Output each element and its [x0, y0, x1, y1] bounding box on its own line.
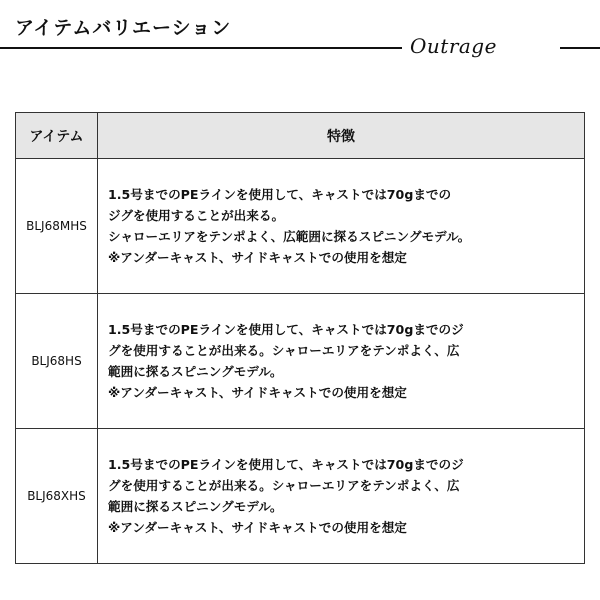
feature-line: グを使用することが出来る。シャローエリアをテンポよく、広	[108, 478, 460, 493]
item-model-name: BLJ68HS	[16, 294, 98, 429]
column-header-item: アイテム	[16, 113, 98, 159]
feature-line: 1.5号までのPEラインを使用して、キャストでは70gまでのジ	[108, 322, 464, 337]
table-row	[16, 429, 585, 564]
table-row	[16, 294, 585, 429]
item-feature-description	[98, 159, 585, 294]
feature-line: ※アンダーキャスト、サイドキャストでの使用を想定	[108, 385, 407, 400]
column-header-feature: 特徴	[98, 113, 585, 159]
header-divider-right	[560, 47, 600, 49]
feature-line: 1.5号までのPEラインを使用して、キャストでは70gまでの	[108, 187, 452, 202]
table-header-row	[16, 113, 585, 159]
feature-line: 範囲に探るスピニングモデル。	[108, 364, 283, 379]
feature-line: ジグを使用することが出来る。	[108, 208, 285, 223]
feature-line: グを使用することが出来る。シャローエリアをテンポよく、広	[108, 343, 460, 358]
header-divider-left	[0, 47, 402, 49]
feature-line: 1.5号までのPEラインを使用して、キャストでは70gまでのジ	[108, 457, 464, 472]
feature-line: ※アンダーキャスト、サイドキャストでの使用を想定	[108, 250, 407, 265]
item-variation-table	[15, 112, 585, 564]
feature-line: 範囲に探るスピニングモデル。	[108, 499, 283, 514]
item-feature-description	[98, 294, 585, 429]
feature-line: シャローエリアをテンポよく、広範囲に探るスピニングモデル。	[108, 229, 471, 244]
table-row	[16, 159, 585, 294]
feature-line: ※アンダーキャスト、サイドキャストでの使用を想定	[108, 520, 407, 535]
item-feature-description	[98, 429, 585, 564]
brand-logo: Outrage	[410, 34, 497, 58]
page-title: アイテムバリエーション	[15, 17, 232, 39]
item-model-name: BLJ68XHS	[16, 429, 98, 564]
item-model-name: BLJ68MHS	[16, 159, 98, 294]
